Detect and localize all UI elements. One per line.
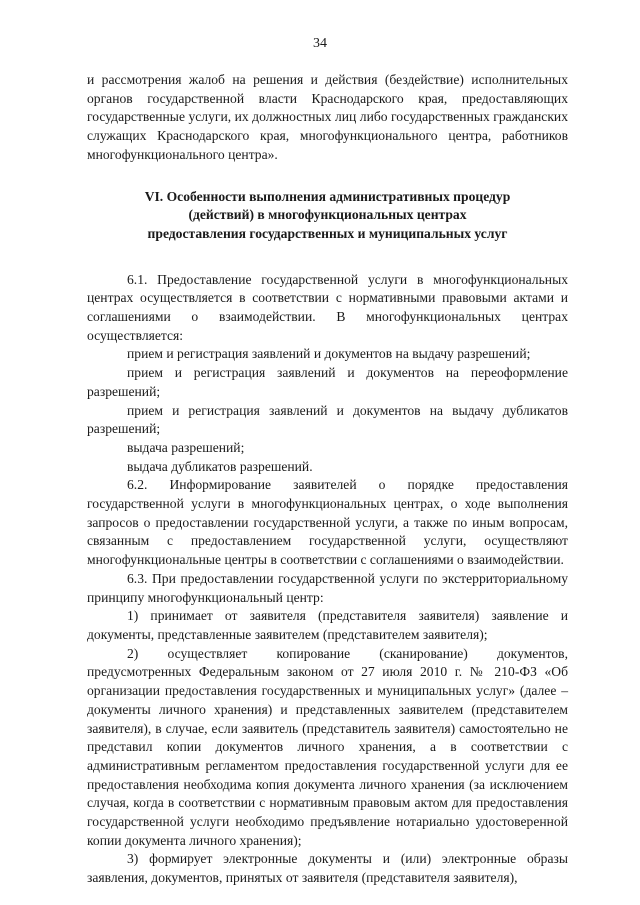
list-item: 2) осуществляет копирование (сканирование) документов, предусмотренных Федеральным законом от 27 июля 2010 г. № 210-ФЗ «Об организации предоставления государственных и муниципальных услуг» (далее – документы личного хранения) и представленных заявителем (представителем заявителя), в случае, если заявитель (представитель заявителя) самостоятельно не представил копии документов личного хранения, а в соответствии с административным регламентом предоставления государственной услуги для ее предоставления необходима копия документа личного хранения (за исключением случая, когда в соответствии с нормативным правовым актом для предоставления государственной услуги необходимо предъявление нотариально удостоверенной копии документа личного хранения); bbox=[87, 645, 568, 848]
section-heading-line: VI. Особенности выполнения административных процедур bbox=[144, 188, 511, 204]
section-heading-line: (действий) в многофункциональных центрах bbox=[188, 207, 467, 223]
list-item: 3) формирует электронные документы и (или) электронные образы заявления, документов, принятых от заявителя (представителя заявителя), bbox=[87, 851, 568, 886]
list-item: прием и регистрация заявлений и документов на выдачу разрешений; bbox=[127, 346, 531, 362]
paragraph-6-2: 6.2. Информирование заявителей о порядке предоставления государственной услуги в многофункциональных центрах, о ходе выполнения запросов о предоставлении государственной услуги, а также по иным вопросам, связанным с предоставлением государственной услуги, осуществляют многофункциональные центры в соответствии с соглашениями о взаимодействии. bbox=[87, 477, 568, 568]
list-item: выдача разрешений; bbox=[127, 439, 245, 455]
page-number: 34 bbox=[313, 36, 327, 51]
section-heading-line: предоставления государственных и муниципальных услуг bbox=[147, 225, 508, 241]
paragraph-6-1: 6.1. Предоставление государственной услуги в многофункциональных центрах осуществляется в соответствии с нормативными правовыми актами и соглашениями о взаимодействии. В многофункциональных центрах осуществляется: bbox=[87, 271, 568, 343]
list-item: прием и регистрация заявлений и документов на переоформление разрешений; bbox=[87, 365, 568, 399]
list-item: прием и регистрация заявлений и документов на выдачу дубликатов разрешений; bbox=[87, 402, 568, 437]
list-item: выдача дубликатов разрешений. bbox=[127, 458, 313, 474]
section-heading bbox=[87, 188, 568, 244]
list-item: 1) принимает от заявителя (представителя заявителя) заявление и документы, представленные заявителем (представителем заявителя); bbox=[87, 608, 568, 642]
paragraph-6-3: 6.3. При предоставлении государственной услуги по экстерриториальному принципу многофункциональный центр: bbox=[87, 570, 568, 605]
document-body bbox=[87, 71, 568, 888]
paragraph: и рассмотрения жалоб на решения и действия (бездействие) исполнительных органов государственной власти Краснодарского края, предоставляющих государственные услуги, их должностных лиц либо государственных гражданских служащих Краснодарского края, многофункционального центра, работников многофункционального центра». bbox=[87, 72, 568, 162]
